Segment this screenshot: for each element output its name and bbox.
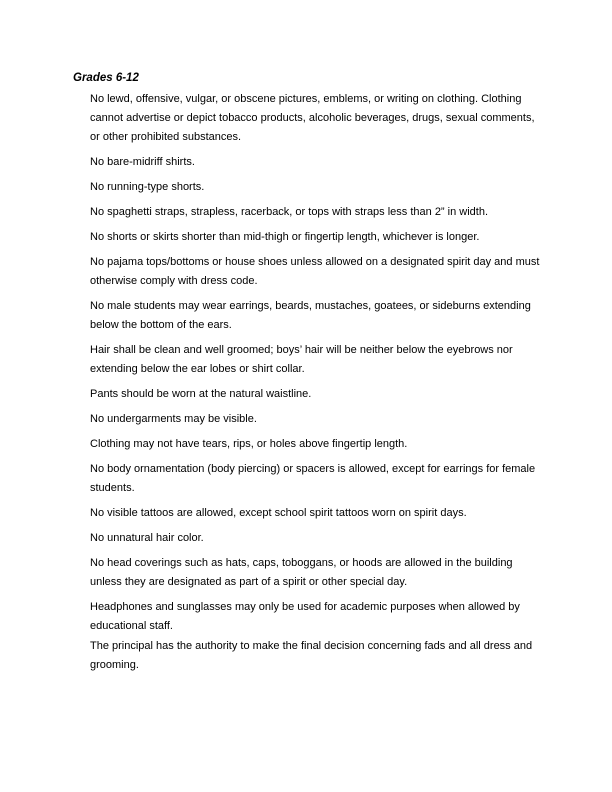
rule-item: Headphones and sunglasses may only be used for academic purposes when allowed by educational staff. [90, 601, 520, 632]
section-heading: Grades 6-12 [73, 72, 139, 84]
rule-item: No lewd, offensive, vulgar, or obscene pictures, emblems, or writing on clothing. Clothing cannot advertise or depict tobacco products, alcoholic beverages, drugs, sexual comments, or other prohibited substances. [90, 93, 535, 143]
rule-item: No head coverings such as hats, caps, toboggans, or hoods are allowed in the building unless they are designated as part of a spirit or other special day. [90, 557, 513, 588]
rule-item: The principal has the authority to make the final decision concerning fads and all dress and grooming. [90, 640, 533, 671]
rule-item: No pajama tops/bottoms or house shoes unless allowed on a designated spirit day and must otherwise comply with dress code. [90, 256, 540, 287]
rule-item: No spaghetti straps, strapless, racerback, or tops with straps less than 2” in width. [90, 206, 489, 218]
rule-item: Hair shall be clean and well groomed; boys’ hair will be neither below the eyebrows nor extending below the ear lobes or shirt collar. [90, 344, 513, 375]
rule-item: No unnatural hair color. [90, 532, 204, 544]
rule-item: Clothing may not have tears, rips, or holes above fingertip length. [90, 438, 408, 450]
rule-item: No shorts or skirts shorter than mid-thigh or fingertip length, whichever is longer. [90, 231, 480, 243]
rule-item: No body ornamentation (body piercing) or spacers is allowed, except for earrings for female students. [90, 463, 536, 494]
rule-item: No visible tattoos are allowed, except school spirit tattoos worn on spirit days. [90, 507, 467, 519]
rule-item: Pants should be worn at the natural waistline. [90, 388, 312, 400]
rule-item: No running-type shorts. [90, 181, 205, 193]
rule-item: No undergarments may be visible. [90, 413, 257, 425]
rule-item: No bare-midriff shirts. [90, 156, 195, 168]
rule-item: No male students may wear earrings, beards, mustaches, goatees, or sideburns extending below the bottom of the ears. [90, 300, 531, 331]
dress-code-rules-list [90, 90, 546, 681]
